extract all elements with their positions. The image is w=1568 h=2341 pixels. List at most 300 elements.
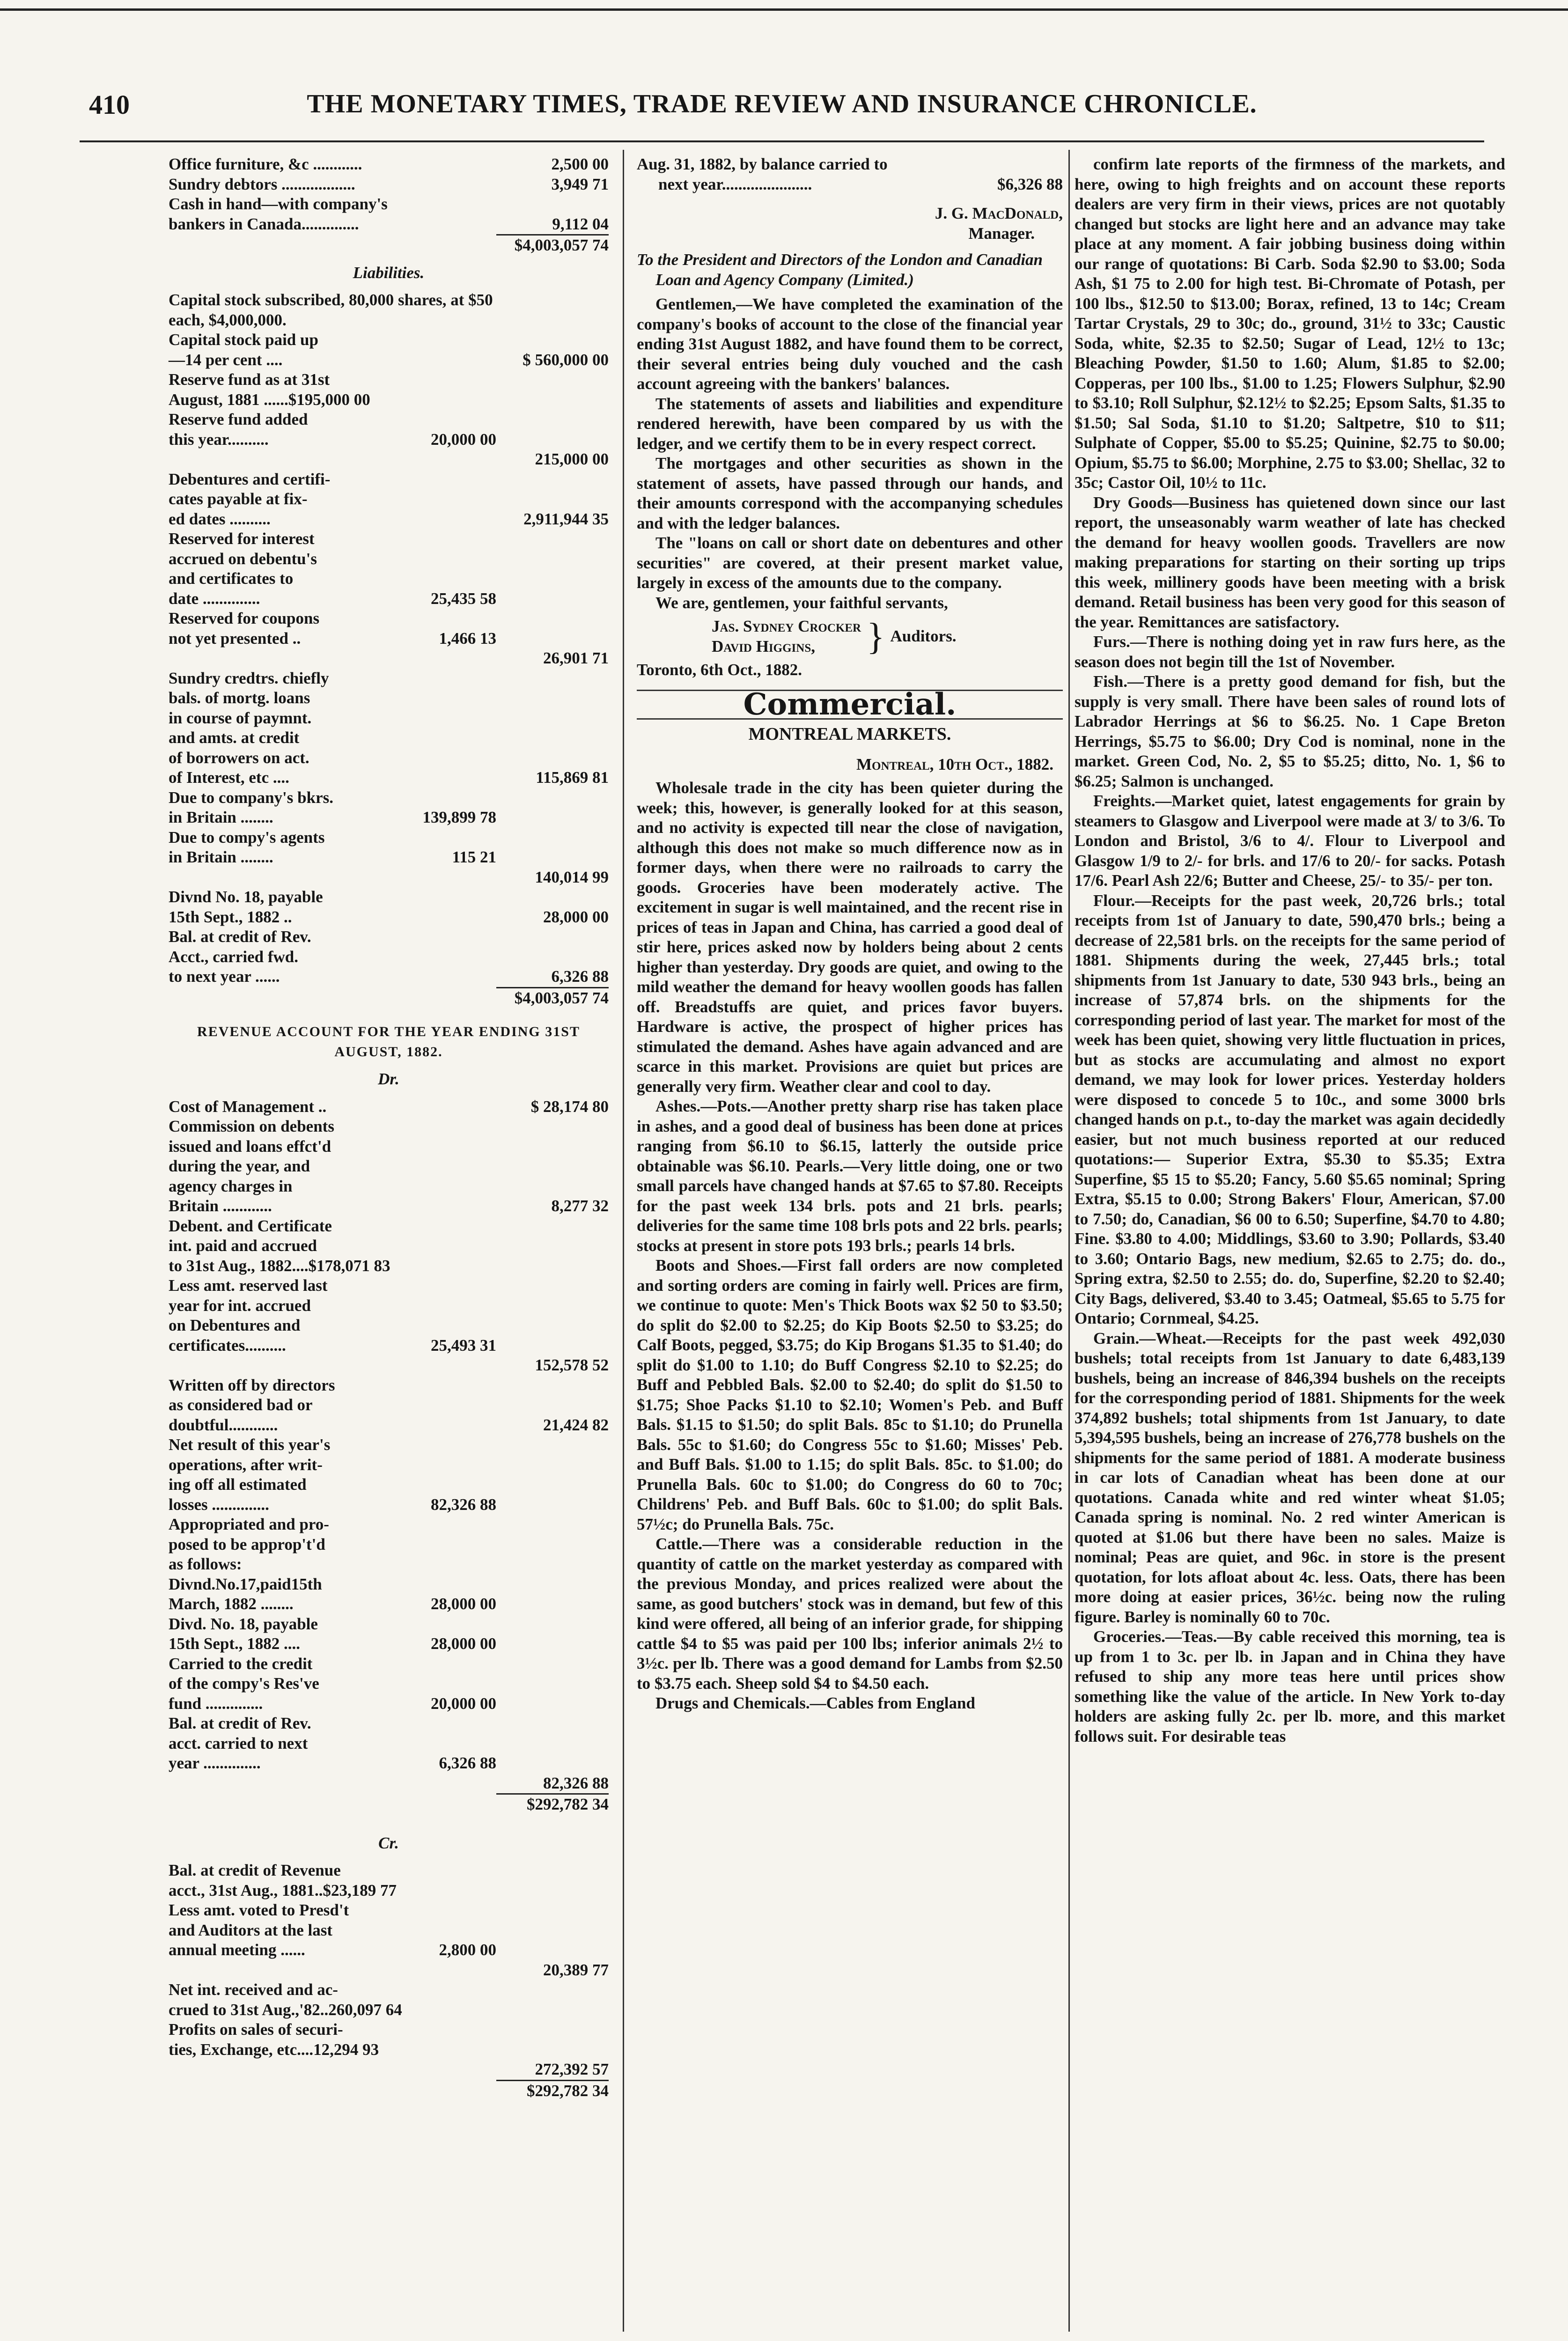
debit-row-label: doubtful............: [169, 1415, 278, 1434]
auditor-1: Jas. Sydney Crocker: [712, 617, 861, 635]
debit-row-label: fund ..............: [169, 1694, 263, 1713]
debit-row-label: Divnd.No.17,paid15th: [169, 1575, 322, 1593]
debit-row-label: year for int. accrued: [169, 1296, 311, 1315]
credit-row: [169, 1881, 609, 1901]
liability-row-label: not yet presented ..: [169, 629, 301, 648]
page-number: 410: [89, 89, 130, 120]
quotation-paragraph: Fish.—There is a pretty good demand for fish, but the supply is very small. There have been sales of round lots of Labrador Herrings at $6 to $6.25. No. 1 Cape Breton Herrings, $5.75 to $6.00; Dry Cod is nominal, none in the market. Green Cod, No. 2, $5 to $5.25; ditto, No. 1, $6 to $6.25; Salmon is unchanged.: [1075, 672, 1505, 790]
liability-row: [169, 808, 609, 828]
liability-row: [169, 648, 609, 669]
liability-row: [169, 370, 609, 390]
debit-list: [169, 1097, 609, 1794]
liability-row-amount: $ 560,000 00: [523, 350, 609, 369]
debit-row: [169, 1714, 609, 1734]
liability-row: [169, 529, 609, 549]
asset-row: [169, 175, 609, 195]
liability-row-amounts: [384, 449, 609, 470]
report-date: Toronto, 6th Oct., 1882.: [637, 661, 802, 679]
credit-row-amounts: [384, 1960, 609, 1980]
report-paragraph: We are, gentlemen, your faithful servants,: [655, 593, 948, 612]
manager-title: Manager.: [968, 224, 1035, 243]
liability-row-amounts: [384, 688, 609, 708]
liabilities-total: $4,003,057 74: [514, 988, 609, 1007]
liability-row: [169, 569, 609, 589]
liability-row: [169, 430, 609, 450]
markets-paragraph: Ashes.—Pots.—Another pretty sharp rise has taken place in ashes, and a good deal of business has been done at prices ranging from $6.10 to $6.15, latterly the outside price obtainable was $6.10. Pearls.—Very little doing, one or two small parcels have changed hands at $7.65 to $7.80. Receipts for the past week 134 brls. pots and 21 brls. pearls; deliveries for the same time 108 brls pots and 22 brls. pearls; stocks at present in store pots 193 brls.; pearls 14 brls.: [637, 1097, 1063, 1255]
liability-row: [169, 509, 609, 530]
debit-row-amounts: [384, 1196, 609, 1216]
liability-row: [169, 470, 609, 490]
liability-row: [169, 310, 609, 331]
debit-row-label: certificates..........: [169, 1336, 286, 1355]
liability-row-label: ed dates ..........: [169, 509, 271, 528]
debit-row: [169, 1355, 609, 1376]
quotation-paragraph: Furs.—There is nothing doing yet in raw furs here, as the season does not begin till the 1st of November.: [1075, 633, 1505, 671]
debit-row-amount: 82,326 88: [543, 1774, 609, 1792]
quotation-paragraph: Dry Goods—Business has quietened down since our last report, the unseasonably warm weather of late has checked the demand for heavy woollen goods. Travellers are now making preparations for starting on their sorting up trips this week, millinery goods have been meeting with a brisk demand. Retail business has been very good for this season of the year. Remittances are satisfactory.: [1075, 493, 1505, 631]
debit-row: [169, 1236, 609, 1256]
dr-total-row: [496, 1793, 609, 1815]
asset-row-label: bankers in Canada..............: [169, 214, 359, 233]
liability-row-amounts: [384, 529, 609, 549]
markets-dateline: Montreal, 10th Oct., 1882.: [856, 755, 1053, 773]
liability-row: [169, 887, 609, 907]
debit-row-label: losses ..............: [169, 1495, 269, 1514]
liability-row-amount: 115,869 81: [536, 768, 609, 787]
debit-row: [169, 1753, 609, 1774]
auditor-signatures: [712, 617, 1063, 656]
liability-row-label: Due to compy's agents: [169, 828, 325, 847]
credit-row-amounts: [384, 1940, 609, 1960]
credit-row-amounts: [397, 1881, 621, 1901]
debit-row-label: as considered bad or: [169, 1396, 313, 1414]
debit-row-label: year ..............: [169, 1754, 261, 1772]
debit-row-amounts: [384, 1734, 609, 1754]
report-paragraph: The mortgages and other securities as shown in the statement of assets, have passed through our hands, and their amounts correspond with the accompanying schedules and with the ledger balances.: [637, 454, 1063, 532]
debit-row-label: acct. carried to next: [169, 1734, 308, 1752]
liability-row-amounts: [384, 629, 609, 649]
debit-row-label: to 31st Aug., 1882....$178,071 83: [169, 1256, 390, 1275]
debit-row: [169, 1097, 609, 1117]
debit-row-amounts: [384, 1575, 609, 1595]
liability-row: [169, 927, 609, 947]
debit-row-amounts: [384, 1296, 609, 1316]
liability-row-amount: 6,326 88: [551, 967, 609, 986]
liability-row-label: Due to company's bkrs.: [169, 788, 333, 807]
page-header: [80, 89, 1484, 126]
liability-row-amounts: [384, 589, 609, 609]
liability-row: [169, 907, 609, 928]
credit-row: [169, 1900, 609, 1921]
liability-row-label: Sundry credtrs. chiefly: [169, 669, 329, 687]
liability-row-label: in course of paymnt.: [169, 708, 312, 727]
dr-heading: Dr.: [378, 1070, 399, 1088]
credit-row-label: ties, Exchange, etc....12,294 93: [169, 2040, 379, 2059]
credit-row-amount: 272,392 57: [535, 2060, 609, 2078]
liability-row: [169, 708, 609, 729]
credit-row: [169, 2040, 609, 2060]
cr-total-row: [496, 2080, 609, 2101]
liability-row-amounts: [384, 350, 609, 370]
liability-row-amounts: [384, 748, 609, 768]
credit-row: [169, 2020, 609, 2040]
liability-row-label: Reserve fund as at 31st: [169, 370, 330, 389]
liability-row-amounts: [384, 927, 609, 947]
liability-row-label: August, 1881 ......$195,000 00: [169, 390, 370, 409]
assets-total-row: [496, 234, 609, 256]
liability-row: [169, 748, 609, 768]
debit-row: [169, 1515, 609, 1535]
liability-row-subtotal: 1,466 13: [439, 629, 496, 648]
liability-row-amounts: [384, 947, 609, 967]
debit-row-amount: 8,277 32: [551, 1197, 609, 1215]
liability-row: [169, 410, 609, 430]
liability-row-amounts: [384, 967, 609, 987]
liability-row-label: —14 per cent ....: [169, 350, 283, 369]
liability-row-amounts: [384, 868, 609, 888]
debit-row: [169, 1554, 609, 1575]
debit-row-amounts: [384, 1594, 609, 1614]
debit-row: [169, 1376, 609, 1396]
asset-row-amounts: [388, 194, 612, 214]
debit-row: [169, 1256, 609, 1276]
debit-row-amounts: [384, 1117, 609, 1137]
liability-row: [169, 947, 609, 967]
credit-row-amounts: [384, 2060, 609, 2080]
dr-total: $292,782 34: [527, 1795, 609, 1813]
credit-row-label: annual meeting ......: [169, 1941, 305, 1959]
credit-row-label: Bal. at credit of Revenue: [169, 1861, 341, 1879]
debit-row: [169, 1276, 609, 1296]
liability-row: [169, 967, 609, 987]
debit-row: [169, 1694, 609, 1714]
debit-row-label: March, 1882 ........: [169, 1595, 294, 1613]
debit-row-label: Net result of this year's: [169, 1436, 331, 1454]
liability-row-label: each, $4,000,000.: [169, 310, 287, 329]
markets-paragraph: Cattle.—There was a considerable reduction in the quantity of cattle on the market yesterday as compared with the previous Monday, and prices realized were about the same, as good butchers' stock was in demand, but few of this kind were offered, all being of an inferior grade, for shipping cattle $4 to $5 was paid per 100 lbs; inferior animals 2½ to 3½c. per lb. There was a good demand for Lambs from $2.50 to $3.75 each. Sheep sold $4 to $4.50 each.: [637, 1535, 1063, 1693]
credit-row: [169, 1861, 609, 1881]
debit-row: [169, 1594, 609, 1614]
debit-row-label: Less amt. reserved last: [169, 1276, 328, 1295]
liability-row-amount: 2,911,944 35: [523, 509, 609, 528]
quotation-paragraph: Freights.—Market quiet, latest engagements for grain by steamers to Glasgow and Liverpool were made at 3/ to 3/6. To London and Bristol, 3/6 to 4/. Flour to Liverpool and Glasgow 1/9 to 2/- for brls. and 17/6 to 20/- for sacks. Potash 17/6. Pearl Ash 22/6; Butter and Cheese, 25/- to 35/- per ton.: [1075, 792, 1505, 890]
debit-row-amounts: [384, 1415, 609, 1436]
debit-row-amounts: [384, 1156, 609, 1177]
liabilities-heading: Liabilities.: [353, 263, 425, 282]
debit-row-subtotal: 6,326 88: [439, 1754, 496, 1772]
debit-row: [169, 1535, 609, 1555]
credit-row-label: acct., 31st Aug., 1881..$23,189 77: [169, 1881, 397, 1899]
debit-row-subtotal: 28,000 00: [431, 1595, 496, 1613]
debit-row: [169, 1674, 609, 1694]
debit-row-amounts: [384, 1395, 609, 1415]
liability-row-label: in Britain ........: [169, 848, 273, 866]
liability-row: [169, 609, 609, 629]
liability-row-label: this year..........: [169, 430, 269, 449]
liability-row-amounts: [384, 390, 609, 410]
liability-row-amounts: [384, 549, 609, 569]
liability-row-subtotal: 115 21: [452, 848, 496, 866]
markets-paragraph: Wholesale trade in the city has been quieter during the week; this, however, is generally looked for at this season, and no activity is expected till near the close of navigation, although this does not make so much difference now as in former days, when there were no railroads to carry the goods. Groceries have been moderately active. The excitement in sugar is well maintained, and the recent rise in prices of teas in Japan and China, has carried a good deal of stir here, prices asked now by holders being about 2 cents higher than yesterday. Dry goods are quiet, and owing to the mild weather the demand for heavy woollen goods has fallen off. Breadstuffs are quiet, and prices favor buyers. Hardware is active, the prospect of higher prices has stimulated the demand. Ashes have again advanced and are scarce in this market. Provisions are quiet but prices are generally very firm. Weather clear and cool to day.: [637, 779, 1063, 1096]
asset-row-label: Sundry debtors ..................: [169, 175, 355, 193]
debit-row-amounts: [384, 1614, 609, 1634]
assets-total: $4,003,057 74: [514, 236, 609, 254]
debit-row-label: Bal. at credit of Rev.: [169, 1714, 311, 1732]
credit-row-amounts: [384, 1980, 609, 2000]
debit-row-amounts: [384, 1753, 609, 1774]
asset-row: [169, 194, 609, 214]
liability-row-amounts: [384, 669, 609, 689]
liability-row-label: Capital stock subscribed, 80,000 shares, at $50: [169, 291, 493, 309]
liability-row-label: date ..............: [169, 589, 260, 608]
debit-row-amounts: [384, 1137, 609, 1157]
liability-row-amounts: [384, 609, 609, 629]
liability-row-subtotal: 25,435 58: [431, 589, 496, 608]
debit-row-amounts: [384, 1316, 609, 1336]
debit-row-amounts: [384, 1435, 609, 1455]
debit-row-amounts: [384, 1774, 609, 1794]
credit-row-amounts: [384, 1921, 609, 1941]
debit-row-label: Britain ............: [169, 1197, 272, 1215]
liability-row-label: bals. of mortg. loans: [169, 689, 310, 707]
debit-row-amounts: [384, 1515, 609, 1535]
debit-row-label: ing off all estimated: [169, 1475, 307, 1494]
liability-row: [169, 768, 609, 788]
debit-row-label: posed to be approp't'd: [169, 1535, 325, 1553]
assets-list: [169, 155, 609, 234]
liability-row-amounts: [384, 410, 609, 430]
liabilities-total-row: [496, 987, 609, 1009]
debit-row-amounts: [384, 1276, 609, 1296]
credit-row-label: Less amt. voted to Presd't: [169, 1901, 349, 1919]
debit-row-amounts: [390, 1256, 615, 1276]
asset-row: [169, 155, 609, 175]
liability-row-amounts: [384, 788, 609, 808]
debit-row-label: issued and loans effct'd: [169, 1137, 331, 1156]
carry-line-2: next year...................... $6,326 88: [637, 175, 1063, 195]
debit-row-amounts: [384, 1495, 609, 1515]
report-address: To the President and Directors of the London and Canadian Loan and Agency Company (Limited.): [637, 250, 1043, 289]
liability-row-amounts: [384, 828, 609, 848]
quotation-paragraph: Flour.—Receipts for the past week, 20,726 brls.; total receipts from 1st of January to date, 590,470 brls.; being a decrease of 22,581 brls. on the receipts for the same period of 1881. Shipments during the week, 27,445 brls.; total shipments from 1st January to date, 530 943 brls., being an increase of 57,874 brls. on the shipments for the corresponding period of last year. The market for most of the week has been quiet, showing very little fluctuation in prices, but as stocks are accumulating and almost no export demand, we may look for lower prices. Yesterday holders were disposed to concede 5 to 10c., and some 3000 brls changed hands on p.t., to-day the market was again decidedly easier, but not much business reported at our reduced quotations:— Superior Extra, $5.30 to $5.35; Extra Superfine, $5 15 to $5.20; Fancy, 5.60 $5.65 nominal; Spring Extra, $5.15 to 0.00; Strong Bakers' Flour, American, $7.00 to 7.50; do, Canadian, $6 00 to 6.50; Superfine, $4.70 to 4.80; Fine. $3.80 to 4.00; Middlings, $3.60 to 3.90; Pollards, $3.40 to 3.60; Ontario Bags, new medium, $2.65 to 2.75; do. do., Spring extra, $2.50 to 2.55; do. do, Superfine, $2.20 to $2.40; City Bags, delivered, $3.40 to 3.45; Oatmeal, $5.65 to 5.75 for Ontario; Cornmeal, $4.25.: [1075, 891, 1505, 1327]
debit-row: [169, 1216, 609, 1237]
liability-row: [169, 489, 609, 509]
asset-row-label: Office furniture, &c ............: [169, 155, 362, 173]
liability-row: [169, 549, 609, 569]
quotation-paragraph: Groceries.—Teas.—By cable received this morning, tea is up from 1 to 3c. per lb. in Japan and in China they have refused to ship any more teas here until prices show something like the value of the article. In New York to-day holders are asking fully 2c. per lb. more, and this market follows suit. For desirable teas: [1075, 1627, 1505, 1745]
debit-row: [169, 1475, 609, 1495]
debit-row-amounts: [384, 1455, 609, 1475]
liability-row-amounts: [384, 708, 609, 729]
debit-row-amounts: [384, 1674, 609, 1694]
liability-row-amounts: [384, 887, 609, 907]
asset-row-label: Cash in hand—with company's: [169, 195, 388, 213]
carry-amount: $6,326 88: [997, 175, 1063, 193]
montreal-markets-heading: MONTREAL MARKETS.: [748, 724, 951, 744]
debit-row-amounts: [384, 1355, 609, 1376]
debit-row-label: Divd. No. 18, payable: [169, 1614, 318, 1633]
liability-row-amounts: [384, 470, 609, 490]
liability-row-label: Divnd No. 18, payable: [169, 888, 323, 906]
debit-row: [169, 1614, 609, 1634]
liability-row-amounts: [384, 430, 609, 450]
auditors-report: [637, 294, 1063, 613]
column-financial-statement: [169, 155, 609, 2336]
debit-row: [169, 1734, 609, 1754]
report-paragraph: The statements of assets and liabilities and expenditure rendered herewith, have been compared by us with the ledger, and we certify them to be in every respect correct.: [637, 394, 1063, 453]
credit-row-amount: 20,389 77: [543, 1960, 609, 1979]
asset-row-amounts: [384, 214, 609, 235]
credit-row: [169, 1921, 609, 1941]
liability-row-label: cates payable at fix-: [169, 490, 308, 508]
debit-row-label: Debent. and Certificate: [169, 1216, 332, 1235]
credit-row-label: crued to 31st Aug.,'82..260,097 64: [169, 2000, 402, 2019]
column-auditors-and-markets: [637, 155, 1063, 2336]
debit-row-label: during the year, and: [169, 1157, 310, 1175]
credit-row-amounts: [384, 1900, 609, 1921]
liability-row-label: Reserved for coupons: [169, 609, 320, 627]
liability-row-amounts: [384, 728, 609, 748]
liability-row: [169, 449, 609, 470]
liability-row-label: to next year ......: [169, 967, 280, 986]
credit-row-amounts: [402, 2000, 627, 2020]
debit-row-amounts: [384, 1236, 609, 1256]
liability-row-amount: 26,901 71: [543, 649, 609, 667]
liability-row: [169, 669, 609, 689]
debit-row-label: Commission on debents: [169, 1117, 334, 1135]
debit-row-amounts: [384, 1694, 609, 1714]
asset-row-amounts: [384, 155, 609, 175]
debit-row-label: Written off by directors: [169, 1376, 335, 1394]
liability-row-label: 15th Sept., 1882 ..: [169, 907, 292, 926]
header-rule: [80, 140, 1484, 142]
liability-row-amounts: [384, 370, 609, 390]
liability-row: [169, 868, 609, 888]
debit-row-amounts: [384, 1714, 609, 1734]
markets-paragraph: Boots and Shoes.—First fall orders are now completed and sorting orders are coming in fairly well. Prices are firm, we continue to quote: Men's Thick Boots wax $2 50 to $3.50; do split do $2.00 to $2.25; do Kip Boots $2.50 to $3.25; do Calf Boots, pegged, $3.75; do Kip Brogans $1.35 to $1.40; do split do $1.00 to 1.10; do Buff Congress $2.10 to $2.25; do Buff and Pebbled Bals. $2.00 to $2.40; do split do $1.50 to $1.75; Shoe Packs $1.10 to $2.10; Women's Peb. and Buff Bals. $1.15 to $1.50; do split Bals. 85c to $1.10; do Prunella Bals. 55c to $1.60; do Congress 55c to $1.60; Misses' Peb. and Buff Bals. $1.00 to 1.15; do split Bals. 85c. to $1.00; do Prunella Bals. 60c to $1.00; do Congress do 60 to 70c; Childrens' Peb. and Buff Bals. 60c to $1.00; do split Bals. 57½c; do Prunella Bals. 75c.: [637, 1256, 1063, 1533]
liability-row-amount: 140,014 99: [535, 868, 609, 886]
debit-row-subtotal: 25,493 31: [431, 1336, 496, 1355]
credit-row: [169, 2060, 609, 2080]
debit-row-amounts: [384, 1554, 609, 1575]
debit-row: [169, 1774, 609, 1794]
credit-list: [169, 1861, 609, 2080]
debit-row: [169, 1316, 609, 1336]
report-paragraph: The "loans on call or short date on debentures and other securities" are covered, at their present market value, largely in excess of the amounts due to the company.: [637, 534, 1063, 592]
debit-row: [169, 1435, 609, 1455]
debit-row-label: as follows:: [169, 1555, 242, 1573]
debit-row: [169, 1395, 609, 1415]
liability-row-amounts: [384, 330, 609, 350]
revenue-account-heading: REVENUE ACCOUNT FOR THE YEAR ENDING 31ST AUGUST, 1882.: [197, 1024, 580, 1060]
cr-heading: Cr.: [378, 1833, 399, 1852]
debit-row-label: 15th Sept., 1882 ....: [169, 1634, 300, 1653]
running-head: THE MONETARY TIMES, TRADE REVIEW AND INSURANCE CHRONICLE.: [307, 89, 1257, 118]
liability-row-label: Acct., carried fwd.: [169, 947, 298, 966]
liability-row-amounts: [384, 509, 609, 530]
debit-row-label: Cost of Management ..: [169, 1097, 327, 1116]
cr-total: $292,782 34: [527, 2081, 609, 2100]
debit-row: [169, 1177, 609, 1197]
credit-row-amounts: [384, 2040, 609, 2060]
liability-row-amounts: [384, 768, 609, 788]
liability-row: [169, 788, 609, 808]
liability-row-label: and amts. at credit: [169, 729, 300, 747]
debit-row: [169, 1415, 609, 1436]
liability-row: [169, 330, 609, 350]
debit-row-subtotal: 20,000 00: [431, 1694, 496, 1713]
debit-row-label: operations, after writ-: [169, 1455, 323, 1474]
debit-row-subtotal: 28,000 00: [431, 1634, 496, 1653]
credit-row: [169, 1960, 609, 1980]
manager-name: J. G. MacDonald,: [935, 204, 1063, 222]
quotation-paragraph: confirm late reports of the firmness of the markets, and here, owing to high freights and on account these reports dealers are very firm in their views, prices are not quotably changed but stocks are light here and an advance may take place at any moment. A fair jobbing business doing within our range of quotations: Bi Carb. Soda $2.90 to $3.00; Soda Ash, $1 75 to 2.00 for high test. Bi-Chromate of Potash, per 100 lbs., $12.50 to $13.00; Borax, refined, 13 to 14c; Cream Tartar Crystals, 29 to 30c; do., ground, 31½ to 33c; Caustic Soda, white, $2.35 to $2.50; Sugar of Lead, 12½ to 13c; Bleaching Powder, $1.50 to 1.60; Alum, $1.85 to $2.00; Copperas, per 100 lbs., $1.00 to 1.25; Flowers Sulphur, $2.90 to $3.10; Roll Sulphur, $2.12½ to $2.25; Epsom Salts, $1.35 to $1.50; Sal Soda, $1.10 to $1.20; Saltpetre, $10 to $11; Sulphate of Copper, $5.00 to $5.25; Quinine, $2.75 to $0.00; Opium, $5.75 to $6.00; Morphine, 2.75 to $3.00; Shellac, 32 to 35c; Castor Oil, 10½ to 11c.: [1075, 155, 1505, 492]
debit-row-label: agency charges in: [169, 1177, 293, 1195]
liability-row-amounts: [384, 489, 609, 509]
liability-row: [169, 847, 609, 868]
liability-row-label: Reserved for interest: [169, 530, 315, 548]
credit-row-amounts: [384, 2020, 609, 2040]
liability-row: [169, 828, 609, 848]
report-paragraph: Gentlemen,—We have completed the examination of the company's books of account to the close of the financial year ending 31st August 1882, and have found them to be correct, their several entries being duly vouched and the cash account agreeing with the bankers' balances.: [637, 295, 1063, 393]
markets-report: [637, 778, 1063, 1714]
credit-row-subtotal: 2,800 00: [439, 1941, 496, 1959]
commercial-heading: Commercial.: [637, 690, 1063, 720]
carry-line-1: Aug. 31, 1882, by balance carried to: [637, 155, 888, 173]
liability-row-amounts: [384, 310, 609, 331]
auditors-label: Auditors.: [890, 627, 957, 646]
liability-row-amounts: [384, 907, 609, 928]
top-rule: [0, 8, 1568, 11]
debit-row: [169, 1575, 609, 1595]
asset-row-amount: 3,949 71: [551, 175, 609, 193]
debit-row-amount: $ 28,174 80: [530, 1097, 609, 1116]
markets-paragraph: Drugs and Chemicals.—Cables from England: [655, 1694, 975, 1712]
liability-row: [169, 589, 609, 609]
liability-row: [169, 728, 609, 748]
liability-row-amounts: [384, 847, 609, 868]
debit-row-amount: 21,424 82: [543, 1415, 609, 1434]
liability-row-label: of borrowers on act.: [169, 748, 309, 767]
market-quotations: [1075, 155, 1505, 1746]
liability-row-label: accrued on debentu's: [169, 549, 317, 568]
debit-row-amounts: [384, 1177, 609, 1197]
liability-row-label: in Britain ........: [169, 808, 273, 826]
liability-row-subtotal: 139,899 78: [422, 808, 496, 826]
debit-row: [169, 1296, 609, 1316]
liabilities-list: [169, 290, 609, 987]
column-market-quotations: [1075, 155, 1505, 2336]
debit-row: [169, 1137, 609, 1157]
liability-row-amount: 215,000 00: [535, 450, 609, 468]
liability-row: [169, 290, 609, 310]
debit-row: [169, 1336, 609, 1356]
debit-row-label: int. paid and accrued: [169, 1237, 317, 1255]
credit-row: [169, 1940, 609, 1960]
debit-row: [169, 1495, 609, 1515]
debit-row-amounts: [384, 1097, 609, 1117]
liability-row-label: Reserve fund added: [169, 410, 308, 428]
liability-row-label: and certificates to: [169, 569, 294, 588]
credit-row-label: Profits on sales of securi-: [169, 2020, 343, 2039]
debit-row-amounts: [384, 1475, 609, 1495]
debit-row: [169, 1634, 609, 1654]
debit-row: [169, 1117, 609, 1137]
debit-row-label: on Debentures and: [169, 1316, 301, 1334]
liability-row-label: of Interest, etc ....: [169, 768, 289, 787]
debit-row-amounts: [384, 1654, 609, 1674]
credit-row: [169, 1980, 609, 2000]
